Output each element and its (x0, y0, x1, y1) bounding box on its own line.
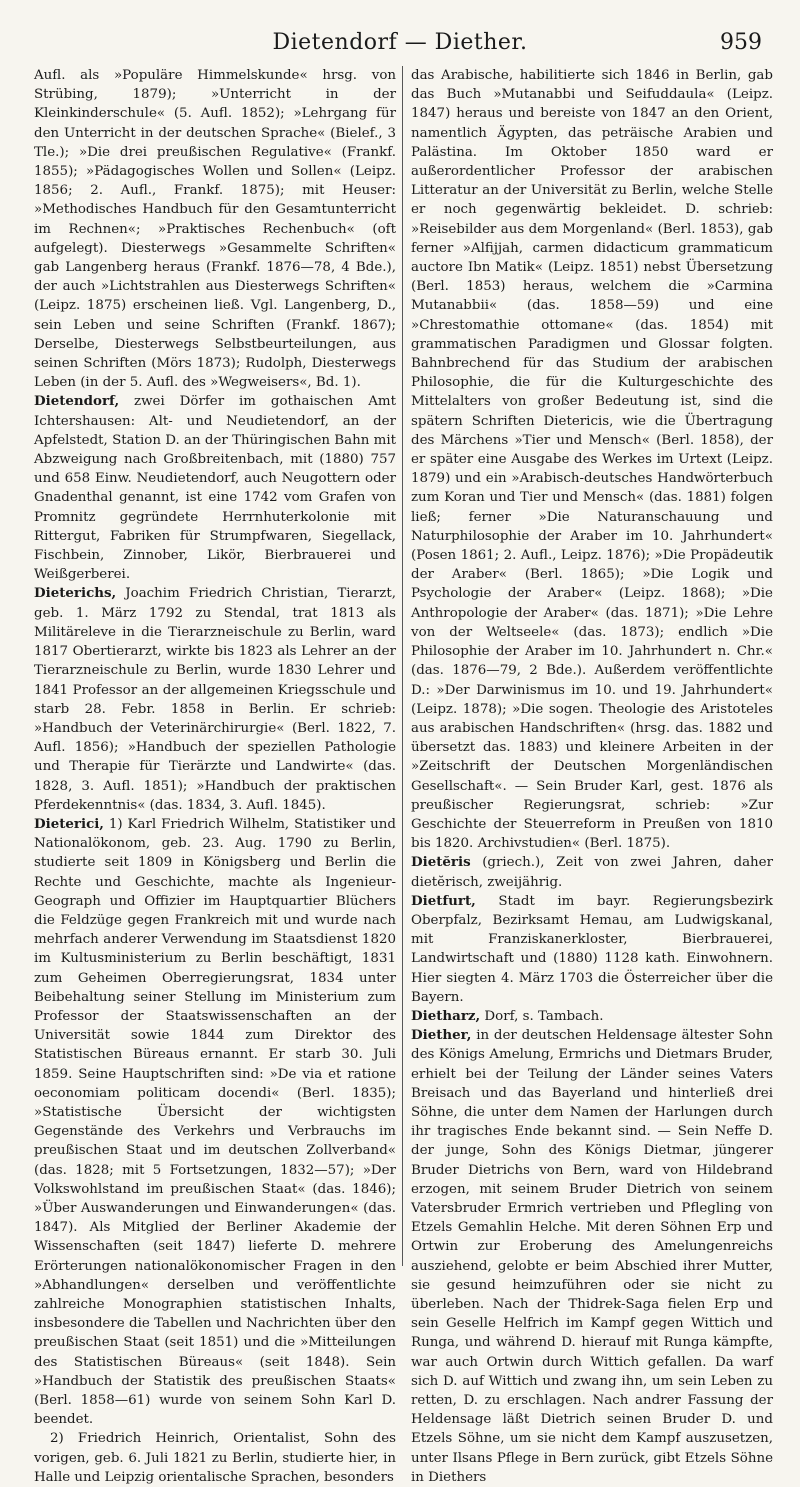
dictionary-entry (34, 584, 396, 814)
left-column (34, 66, 396, 1485)
page-title: Dietendorf — Diether. (272, 30, 528, 55)
entry-headword: Dieterichs, (34, 585, 117, 602)
entry-body: Dorf, s. Tambach. (480, 1008, 604, 1024)
dictionary-entry (411, 1026, 773, 1487)
dictionary-entry (411, 1007, 773, 1026)
entry-body: Aufl. als »Populäre Himmelskunde« hrsg. von Strübing, 1879); »Unterricht in der Kleinkinderschule« (5. Aufl. 1852); »Lehrgang für den Unterricht in der deutschen Sprache« (Bielef., 3 Tle.); »Die drei preußischen Regulative« (Frankf. 1855); »Pädagogisches Wollen und Sollen« (Leipz. 1856; 2. Aufl., Frankf. 1875); mit Heuser: »Methodisches Handbuch für den Gesamtunterricht im Rechnen«; »Praktisches Rechenbuch« (oft aufgelegt). Diesterwegs »Gesammelte Schriften« gab Langenberg heraus (Frankf. 1876—78, 4 Bde.), der auch »Lichtstrahlen aus Diesterwegs Schriften« (Leipz. 1875) erscheinen ließ. Vgl. Langenberg, D., sein Leben und seine Schriften (Frankf. 1867); Derselbe, Diesterwegs Selbstbeurteilungen, aus seinen Schriften (Mörs 1873); Rudolph, Diesterwegs Leben (in der 5. Aufl. des »Wegweisers«, Bd. 1). (34, 68, 396, 391)
dictionary-entry (411, 853, 773, 891)
entry-body: in der deutschen Heldensage ältester Sohn des Königs Amelung, Ermrichs und Dietmars Bruder, erhielt bei der Teilung der Länder seines Vaters Breisach und das Bayerland und hinterließ drei Söhne, die unter dem Namen der Harlungen durch ihr tragisches Ende bekannt sind. — Sein Neffe D. der junge, Sohn des Königs Dietmar, jüngerer Bruder Dietrichs von Bern, ward von Hildebrand erzogen, mit seinem Bruder Dietrich von seinem Vatersbruder Ermrich vertrieben und Pflegling von Etzels Gemahlin Helche. Mit deren Söhnen Erp und Ortwin zur Eroberung des Amelungenreichs ausziehend, gelobte er beim Abschied ihrer Mutter, sie gesund heimzuführen oder sie nicht zu überleben. Nach der Thidrek-Saga fielen Erp und sein Geselle Helfrich im Kampf gegen Wittich und Runga, und während D. hierauf mit Runga kämpfte, war auch Ortwin durch Wittich gefallen. Da warf sich D. auf Wittich und zwang ihn, um sein Leben zu retten, D. zu erschlagen. Nach andrer Fassung der Heldensage läßt Dietrich seinen Bruder D. und Etzels Söhne, um sie nicht dem Kampf auszusetzen, unter Ilsans Pflege in Bern zurück, gibt Etzels Söhne in Diethers (411, 1028, 773, 1485)
entry-body: 1) Karl Friedrich Wilhelm, Statistiker und Nationalökonom, geb. 23. Aug. 1790 zu Berlin, studierte seit 1809 in Königsberg und Berlin die Rechte und Geschichte, machte als Ingenieur-Geograph und Offizier im Hauptquartier Blüchers die Feldzüge gegen Frankreich mit und wurde nach mehrfach anderer Verwendung im Staatsdienst 1820 im Kultusministerium zu Berlin beschäftigt, 1831 zum Geheimen Oberregierungsrat, 1834 unter Beibehaltung seiner Stellung im Ministerium zum Professor der Staatswissenschaften an der Universität sowie 1844 zum Direktor des Statistischen Büreaus ernannt. Er starb 30. Juli 1859. Seine Hauptschriften sind: »De via et ratione oeconomiam politicam docendi« (Berl. 1835); »Statistische Übersicht der wichtigsten Gegenstände des Verkehrs und Verbrauchs im preußischen Staat und im deutschen Zollverband« (das. 1828; mit 5 Fortsetzungen, 1832—57); »Der Volkswohlstand im preußischen Staat« (das. 1846); »Über Auswanderungen und Einwanderungen« (das. 1847). Als Mitglied der Berliner Akademie der Wissenschaften (seit 1847) lieferte D. mehrere Erörterungen nationalökonomischer Fragen in den »Abhandlungen« derselben und veröffentlichte zahlreiche Monographien statistischen Inhalts, insbesondere die Tabellen und Nachrichten über den preußischen Staat (seit 1851) und die »Mitteilungen des Statistischen Büreaus« (seit 1848). Sein »Handbuch der Statistik des preußischen Staats« (Berl. 1858—61) wurde von seinem Sohn Karl D. beendet. (34, 816, 396, 1428)
dictionary-entry (411, 892, 773, 1007)
entry-text (34, 1429, 396, 1487)
entry-body: (griech.), Zeit von zwei Jahren, daher dietĕrisch, zweijährig. (411, 855, 773, 890)
entry-body: Joachim Friedrich Christian, Tierarzt, geb. 1. März 1792 zu Stendal, trat 1813 als Militäreleve in die Tierarzneischule zu Berlin, ward 1817 Obertierarzt, wirkte bis 1823 als Lehrer an der Tierarzneischule zu Berlin, wurde 1830 Lehrer und 1841 Professor an der allgemeinen Kriegsschule und starb 28. Febr. 1858 in Berlin. Er schrieb: »Handbuch der Veterinärchirurgie« (Berl. 1822, 7. Aufl. 1856); »Handbuch der speziellen Pathologie und Therapie für Tierärzte und Landwirte« (das. 1828, 3. Aufl. 1851); »Handbuch der praktischen Pferdekenntnis« (das. 1834, 3. Aufl. 1845). (34, 586, 396, 813)
right-column (411, 66, 773, 1485)
entry-headword: Dieterici, (34, 815, 104, 832)
entry-headword: Dietĕris (411, 854, 471, 871)
entry-text (34, 66, 396, 392)
dictionary-entry (34, 815, 396, 1430)
entry-body: zwei Dörfer im gothaischen Amt Ichtershausen: Alt- und Neudietendorf, an der Apfelstedt, Station D. an der Thüringischen Bahn mit Abzweigung nach Großbreitenbach, mit (1880) 757 und 658 Einw. Neudietendorf, auch Neugottern oder Gnadenthal genannt, ist eine 1742 vom Grafen von Promnitz gegründete Herrnhuterkolonie mit Rittergut, Fabriken für Strumpfwaren, Siegellack, Fischbein, Zinnober, Likör, Bierbrauerei und Weißgerberei. (34, 394, 396, 583)
entry-body: 2) Friedrich Heinrich, Orientalist, Sohn des vorigen, geb. 6. Juli 1821 zu Berlin, studierte hier, in Halle und Leipzig orientalische Sprachen, besonders (34, 1431, 396, 1485)
entry-headword: Dietendorf, (34, 393, 120, 410)
column-divider (402, 66, 403, 1266)
entry-text (411, 66, 773, 853)
entry-body: Stadt im bayr. Regierungsbezirk Oberpfalz, Bezirksamt Hemau, am Ludwigskanal, mit Franziskanerkloster, Bierbrauerei, Landwirtschaft und (1880) 1128 kath. Einwohnern. Hier siegten 4. März 1703 die Österreicher über die Bayern. (411, 893, 773, 1005)
running-head (0, 28, 800, 58)
page-number: 959 (720, 30, 762, 55)
dictionary-entry (34, 392, 396, 584)
entry-body: das Arabische, habilitierte sich 1846 in Berlin, gab das Buch »Mutanabbi und Seifuddaula« (Leipz. 1847) heraus und bereiste von 1847 an den Orient, namentlich Ägypten, das peträische Arabien und Palästina. Im Oktober 1850 ward er außerordentlicher Professor der arabischen Litteratur an der Universität zu Berlin, welche Stelle er noch gegenwärtig bekleidet. D. schrieb: »Reisebilder aus dem Morgenland« (Berl. 1853), gab ferner »Alfijjah, carmen didacticum grammaticum auctore Ibn Matik« (Leipz. 1851) nebst Übersetzung (Berl. 1853) heraus, welchem die »Carmina Mutanabbii« (das. 1858—59) und eine »Chrestomathie ottomane« (das. 1854) mit grammatischen Paradigmen und Glossar folgten. Bahnbrechend für das Studium der arabischen Philosophie, die für die Kulturgeschichte des Mittelalters von großer Bedeutung ist, sind die spätern Schriften Dietericis, wie die Übertragung des Märchens »Tier und Mensch« (Berl. 1858), der er später eine Ausgabe des Werkes im Urtext (Leipz. 1879) und ein »Arabisch-deutsches Handwörterbuch zum Koran und Tier und Mensch« (das. 1881) folgen ließ; ferner »Die Naturanschauung und Naturphilosophie der Araber im 10. Jahrhundert« (Posen 1861; 2. Aufl., Leipz. 1876); »Die Propädeutik der Araber« (Berl. 1865); »Die Logik und Psychologie der Araber« (Leipz. 1868); »Die Anthropologie der Araber« (das. 1871); »Die Lehre von der Weltseele« (das. 1873); endlich »Die Philosophie der Araber im 10. Jahrhundert n. Chr.« (das. 1876—79, 2 Bde.). Außerdem veröffentlichte D.: »Der Darwinismus im 10. und 19. Jahrhundert« (Leipz. 1878); »Die sogen. Theologie des Aristoteles aus arabischen Handschriften« (hrsg. das. 1882 und übersetzt das. 1883) und kleinere Arbeiten in der »Zeitschrift der Deutschen Morgenländischen Gesellschaft«. — Sein Bruder Karl, gest. 1876 als preußischer Regierungsrat, schrieb: »Zur Geschichte der Steuerreform in Preußen von 1810 bis 1820. Archivstudien« (Berl. 1875). (411, 68, 773, 852)
entry-headword: Dietharz, (411, 1007, 481, 1024)
entry-headword: Dietfurt, (411, 892, 476, 909)
entry-headword: Diether, (411, 1027, 472, 1044)
